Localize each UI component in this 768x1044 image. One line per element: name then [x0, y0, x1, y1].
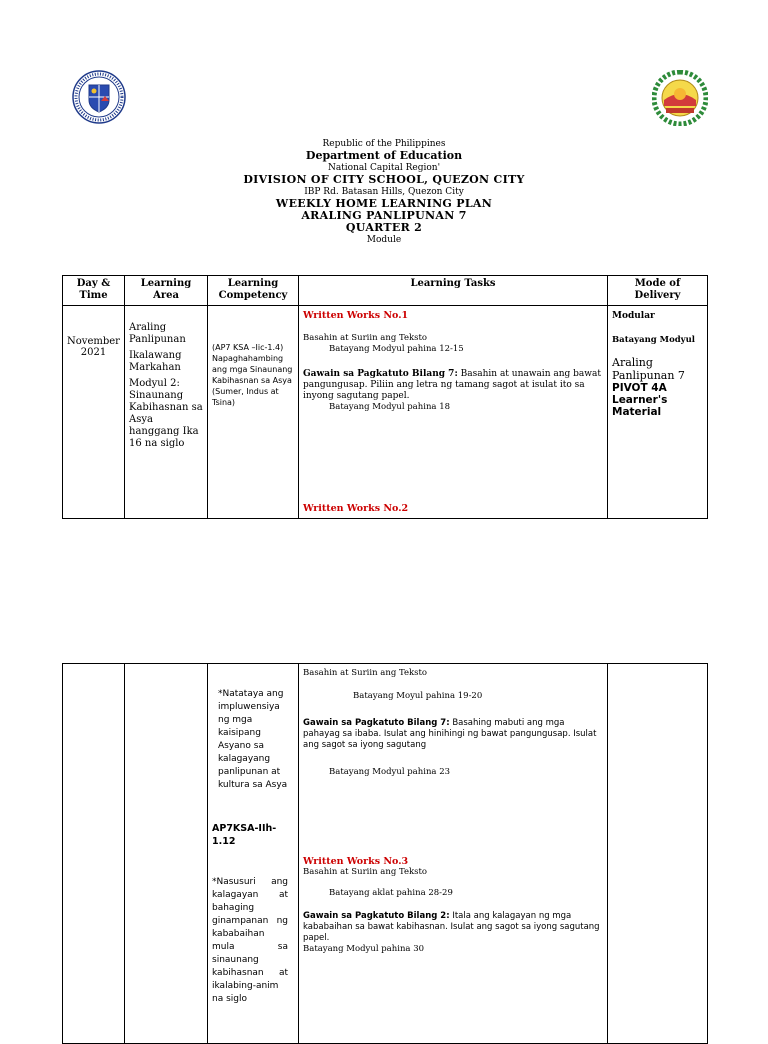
activity-2-title: Gawain sa Pagkatuto Bilang 2:: [303, 911, 450, 921]
header-learning-competency: Learning Competency: [208, 276, 299, 306]
activity-7-title: Gawain sa Pagkatuto Bilang 7:: [303, 369, 458, 379]
activity-7: [303, 718, 603, 751]
header-day-time: Day & Time: [63, 276, 125, 306]
competency-cell: [208, 664, 299, 1044]
mode-modular: Modular: [612, 311, 655, 321]
module-page-ref: Batayang aklat pahina 28-29: [329, 888, 453, 898]
read-text-label: Basahin at Suriin ang Teksto: [303, 668, 428, 678]
mode-pivot: PIVOT 4A Learner's Material: [612, 382, 668, 418]
day-cell: [63, 664, 125, 1044]
table-row: [63, 306, 708, 519]
quarter-title: QUARTER 2: [345, 221, 423, 234]
written-works-2: Written Works No.2: [303, 503, 409, 514]
area-quarter: Ikalawang Markahan: [129, 350, 182, 373]
department-title: Department of Education: [305, 149, 463, 162]
tasks-cell: [299, 664, 608, 1044]
activity-2-body: Itala ang kalagayan ng mga kababaihan sa bawat kabihasnan. Isulat ang sagot sa iyong sagutang papel.: [303, 911, 600, 943]
republic-label: Republic of the Philippines: [322, 139, 446, 149]
module-page-ref: Batayang Modyul pahina 30: [303, 944, 425, 954]
tasks-cell: [299, 306, 608, 519]
table-header-row: [63, 276, 708, 306]
activity-7-body: Basahin at unawain ang bawat pangungusap. Piliin ang letra ng tamang sagot at isulat ito sa inyong sagutang papel.: [303, 369, 601, 401]
mode-cell: [608, 664, 708, 1044]
address-label: IBP Rd. Batasan Hills, Quezon City: [304, 187, 464, 197]
module-label: Module: [366, 235, 402, 245]
activity-7-title: Gawain sa Pagkatuto Bilang 7:: [303, 718, 450, 728]
activity-7-body: Basahing mabuti ang mga pahayag sa ibaba. Isulat ang hinihingi ng bawat pangungusap. Isulat ang sagot sa iyong sagutang: [303, 718, 597, 750]
learning-plan-table-continued: [62, 663, 708, 1044]
competency-cell: (AP7 KSA –Iic-1.4) Napaghahambing ang mga Sinaunang Kabihasnan sa Asya (Sumer, Indus at Tsina): [208, 306, 299, 519]
module-page-ref: Batayang Moyul pahina 19-20: [353, 691, 483, 701]
division-title: DIVISION OF CITY SCHOOL, QUEZON CITY: [243, 173, 525, 186]
area-subject: Araling Panlipunan: [129, 322, 186, 345]
header-learning-area: Learning Area: [125, 276, 208, 306]
header-mode-of-delivery: Mode of Delivery: [608, 276, 708, 306]
activity-7: [303, 369, 603, 402]
learning-plan-table: [62, 275, 708, 519]
mode-module: Batayang Modyul: [612, 335, 696, 345]
competency-item-2: *Nasusuri ang kalagayan at bahaging ginampanan ng kababaihan mula sa sinaunang kabihasnan at ikalabing-anim na siglo: [212, 877, 288, 1004]
day-cell: November 2021: [63, 306, 125, 519]
written-works-3: Written Works No.3: [303, 856, 409, 867]
module-page-ref: Batayang Modyul pahina 18: [329, 402, 451, 412]
area-cell: [125, 664, 208, 1044]
module-page-ref: Batayang Modyul pahina 12-15: [329, 344, 464, 354]
competency-code: AP7KSA-IIh- 1.12: [212, 823, 277, 847]
read-text-label: Basahin at Suriin ang Teksto: [303, 867, 428, 877]
mode-subject: Araling Panlipunan 7: [612, 356, 685, 382]
header-learning-tasks: Learning Tasks: [299, 276, 608, 306]
activity-2: [303, 911, 603, 944]
document-header: [0, 138, 768, 246]
module-page-ref: Batayang Modyul pahina 23: [329, 767, 451, 777]
written-works-1: Written Works No.1: [303, 310, 409, 321]
region-label: National Capital Region': [327, 163, 441, 173]
area-cell: [125, 306, 208, 519]
table-row: [63, 664, 708, 1044]
competency-item-1: *Natataya ang impluwensiya ng mga kaisipang Asyano sa kalagayang panlipunan at kultura sa Asya: [218, 689, 288, 790]
read-text-label: Basahin at Suriin ang Teksto: [303, 333, 428, 343]
plan-title: WEEKLY HOME LEARNING PLAN: [275, 197, 493, 210]
deped-seal-logo: [72, 70, 126, 124]
area-module: Modyul 2: Sinaunang Kabihasnan sa Asya hanggang Ika 16 na siglo: [129, 378, 203, 449]
division-seal-logo: [652, 70, 708, 126]
subject-title: ARALING PANLIPUNAN 7: [301, 209, 467, 222]
mode-cell: [608, 306, 708, 519]
